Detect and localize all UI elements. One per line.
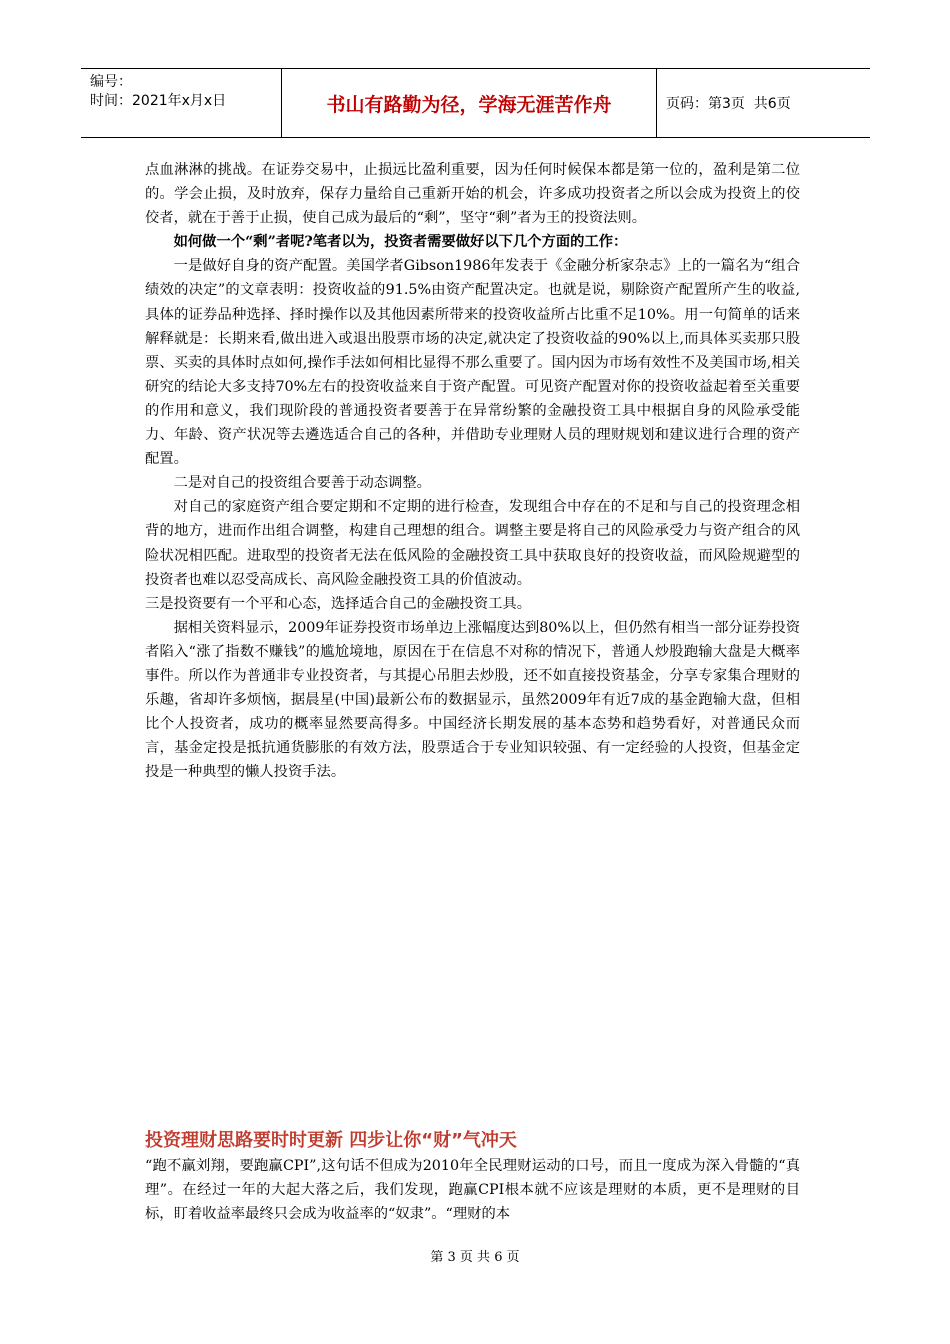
article-section (145, 1128, 800, 1226)
body-text (145, 158, 800, 784)
section-title: 投资理财思路要时时更新 四步让你“财”气冲天 (145, 1130, 517, 1151)
page-footer: 第 3 页 共 6 页 (430, 1250, 520, 1265)
header-info-cell (81, 69, 281, 137)
serial-label: 编号： (90, 74, 132, 90)
paragraph: 一是做好自身的资产配置。美国学者Gibson1986年发表于《金融分析家杂志》上的一篇名为“组合绩效的决定”的文章表明：投资收益的91.5%由资产配置决定。也就是说，剔除资产配置所产生的收益,具体的证券品种选择、择时操作以及其他因素所带来的投资收益所占比重不足10%。用一句简单的话来解释就是：长期来看,做出进入或退出股票市场的决定,就决定了投资收益的90%以上,而具体买卖那只股票、买卖的具体时点如何,操作手法如何相比显得不那么重要了。国内因为市场有效性不及美国市场,相关研究的结论大多支持70%左右的投资收益来自于资产配置。可见资产配置对你的投资收益起着至关重要的作用和意义，我们现阶段的普通投资者要善于在异常纷繁的金融投资工具中根据自身的风险承受能力、年龄、资产状况等去遴选适合自己的各种，并借助专业理财人员的理财规划和建议进行合理的资产配置。 (145, 258, 800, 468)
paragraph: 二是对自己的投资组合要善于动态调整。 (173, 475, 431, 492)
header-table (81, 68, 870, 138)
paragraph: 三是投资要有一个平和心态，选择适合自己的金融投资工具。 (145, 595, 532, 612)
paragraph: 对自己的家庭资产组合要定期和不定期的进行检查，发现组合中存在的不足和与自己的投资理念相背的地方，进而作出组合调整，构建自己理想的组合。调整主要是将自己的风险承受力与资产组合的风险状况相匹配。进取型的投资者无法在低风险的金融投资工具中获取良好的投资收益，而风险规避型的投资者也难以忍受高成长、高风险金融投资工具的价值波动。 (145, 499, 800, 588)
header-page-label: 页码：第3页 共6页 (666, 96, 791, 112)
paragraph: 据相关资料显示，2009年证券投资市场单边上涨幅度达到80%以上，但仍然有相当一部分证券投资者陷入“涨了指数不赚钱”的尴尬境地，原因在于在信息不对称的情况下，普通人炒股跑输大盘是大概率事件。所以作为普通非专业投资者，与其提心吊胆去炒股，还不如直接投资基金，分享专家集合理财的乐趣，省却许多烦恼，据晨星(中国)最新公布的数据显示，虽然2009年有近7成的基金跑输大盘，但相比个人投资者，成功的概率显然要高得多。中国经济长期发展的基本态势和趋势看好，对普通民众而言，基金定投是抵抗通货膨胀的有效方法，股票适合于专业知识较强、有一定经验的人投资，但基金定投是一种典型的懒人投资手法。 (145, 619, 800, 781)
paragraph-bold: 如何做一个“剩”者呢?笔者以为，投资者需要做好以下几个方面的工作： (173, 234, 628, 251)
header-page-cell (657, 69, 870, 137)
date-label: 时间：2021年x月x日 (90, 93, 227, 109)
header-motto: 书山有路勤为径，学海无涯苦作舟 (281, 69, 657, 137)
paragraph: 点血淋淋的挑战。在证券交易中，止损远比盈利重要，因为任何时候保本都是第一位的，盈利是第二位的。学会止损，及时放弃，保存力量给自己重新开始的机会，许多成功投资者之所以会成为投资上的佼佼者，就在于善于止损，使自己成为最后的“剩”，坚守“剩”者为王的投资法则。 (145, 162, 800, 227)
section-paragraph: “跑不赢刘翔，要跑赢CPI”,这句话不但成为2010年全民理财运动的口号，而且一度成为深入骨髓的“真理”。在经过一年的大起大落之后，我们发现，跑赢CPI根本就不应该是理财的本质，更不是理财的目标，盯着收益率最终只会成为收益率的“奴隶”。“理财的本 (145, 1158, 800, 1223)
